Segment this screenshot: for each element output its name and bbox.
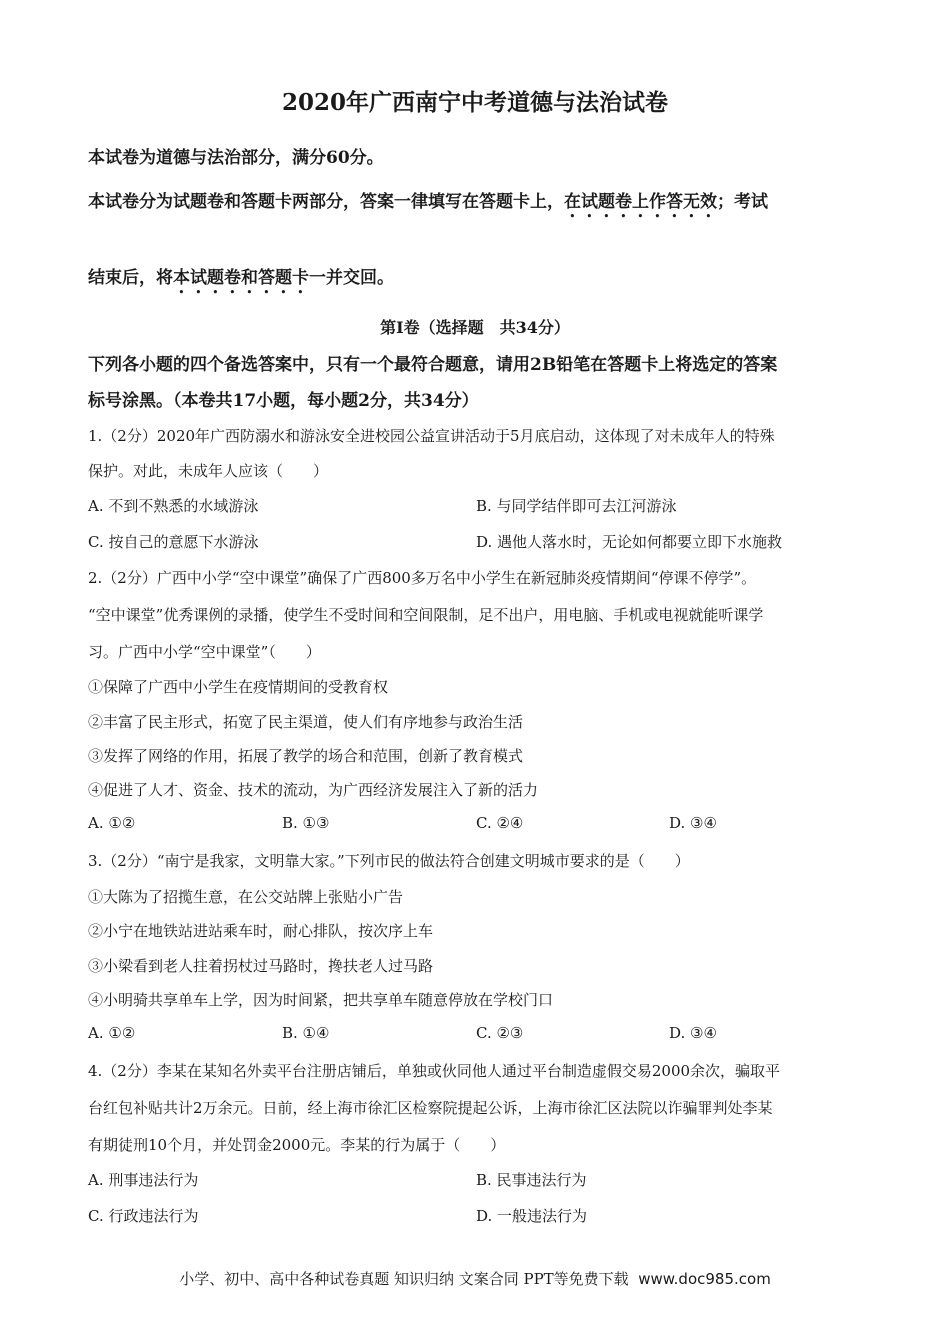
q1-option-c: C. 按自己的意愿下水游泳 (88, 533, 259, 551)
q3-stem-line-1: 3.（2分）“南宁是我家，文明靠大家。”下列市民的做法符合创建文明城市要求的是（ ） (88, 852, 690, 870)
footer-link[interactable]: www.doc985.com (638, 1270, 771, 1288)
q2-option-a: A. ①② (88, 814, 136, 832)
q2-option-d: D. ③④ (669, 814, 717, 832)
intro-line-3-part-a: 结束后，将 (88, 268, 173, 288)
q4-stem-line-3: 有期徒刑10个月，并处罚金2000元。李某的行为属于（ ） (88, 1136, 506, 1154)
footer-text: 小学、初中、高中各种试卷真题 知识归纳 文案合同 PPT等免费下载 (179, 1270, 629, 1288)
section-instruction-1: 下列各小题的四个备选答案中，只有一个最符合题意，请用2B铅笔在答题卡上将选定的答案 (88, 355, 778, 375)
q1-stem-line-2: 保护。对此，未成年人应该（ ） (88, 462, 329, 480)
q4-option-c: C. 行政违法行为 (88, 1207, 199, 1225)
q2-statement-3: ③发挥了网络的作用，拓展了教学的场合和范围，创新了教育模式 (88, 747, 524, 765)
section-instruction-2: 标号涂黑。（本卷共17小题，每小题2分，共34分） (88, 391, 479, 411)
intro-line-3-part-b: 一并交回。 (309, 268, 394, 288)
intro-line-3-emphasis: 本试题卷和答题卡 (173, 268, 309, 288)
page-title: 2020年广西南宁中考道德与法治试卷 (281, 89, 668, 116)
q2-statement-4: ④促进了人才、资金、技术的流动，为广西经济发展注入了新的活力 (88, 781, 539, 799)
intro-line-2-part-a: 本试卷分为试题卷和答题卡两部分，答案一律填写在答题卡上， (88, 192, 564, 212)
q4-stem-line-1: 4.（2分）李某在某知名外卖平台注册店铺后，单独或伙同他人通过平台制造虚假交易2000余次，骗取平 (88, 1062, 781, 1080)
q3-statement-2: ②小宁在地铁站进站乘车时，耐心排队，按次序上车 (88, 922, 434, 940)
intro-line-1: 本试卷为道德与法治部分，满分60分。 (88, 148, 384, 168)
q2-statement-2: ②丰富了民主形式，拓宽了民主渠道，使人们有序地参与政治生活 (88, 713, 524, 731)
q4-option-d: D. 一般违法行为 (476, 1207, 588, 1225)
q3-statement-1: ①大陈为了招揽生意，在公交站牌上张贴小广告 (88, 888, 404, 906)
q2-stem-line-3: 习。广西中小学“空中课堂”（ ） (88, 643, 321, 661)
q3-option-a: A. ①② (88, 1024, 136, 1042)
intro-line-2 (88, 187, 768, 222)
q4-option-b: B. 民事违法行为 (476, 1171, 587, 1189)
q1-option-a: A. 不到不熟悉的水域游泳 (88, 497, 259, 515)
q2-stem-line-2: “空中课堂”优秀课例的录播，使学生不受时间和空间限制，足不出户，用电脑、手机或电视就能听课学 (88, 606, 764, 624)
q2-option-b: B. ①③ (282, 814, 330, 832)
intro-line-2-emphasis: 在试题卷上作答无效 (564, 192, 717, 212)
q2-statement-1: ①保障了广西中小学生在疫情期间的受教育权 (88, 678, 389, 696)
q1-stem-line-1: 1.（2分）2020年广西防溺水和游泳安全进校园公益宣讲活动于5月底启动，这体现了对未成年人的特殊 (88, 427, 775, 445)
q3-option-c: C. ②③ (476, 1024, 524, 1042)
q1-option-d: D. 遇他人落水时，无论如何都要立即下水施救 (476, 533, 783, 551)
section-title: 第Ⅰ卷（选择题 共34分） (380, 318, 570, 337)
q4-option-a: A. 刑事违法行为 (88, 1171, 199, 1189)
q1-option-b: B. 与同学结伴即可去江河游泳 (476, 497, 677, 515)
intro-line-2-part-b: ；考试 (717, 192, 768, 212)
q3-option-b: B. ①④ (282, 1024, 330, 1042)
q2-stem-line-1: 2.（2分）广西中小学“空中课堂”确保了广西800多万名中小学生在新冠肺炎疫情期间“停课不停学”。 (88, 569, 757, 587)
q3-statement-4: ④小明骑共享单车上学，因为时间紧，把共享单车随意停放在学校门口 (88, 991, 554, 1009)
footer (0, 1268, 950, 1289)
intro-line-3 (88, 263, 394, 298)
q3-statement-3: ③小梁看到老人拄着拐杖过马路时，搀扶老人过马路 (88, 957, 434, 975)
q4-stem-line-2: 台红包补贴共计2万余元。日前，经上海市徐汇区检察院提起公诉，上海市徐汇区法院以诈骗罪判处李某 (88, 1099, 773, 1117)
q3-option-d: D. ③④ (669, 1024, 717, 1042)
q2-option-c: C. ②④ (476, 814, 524, 832)
